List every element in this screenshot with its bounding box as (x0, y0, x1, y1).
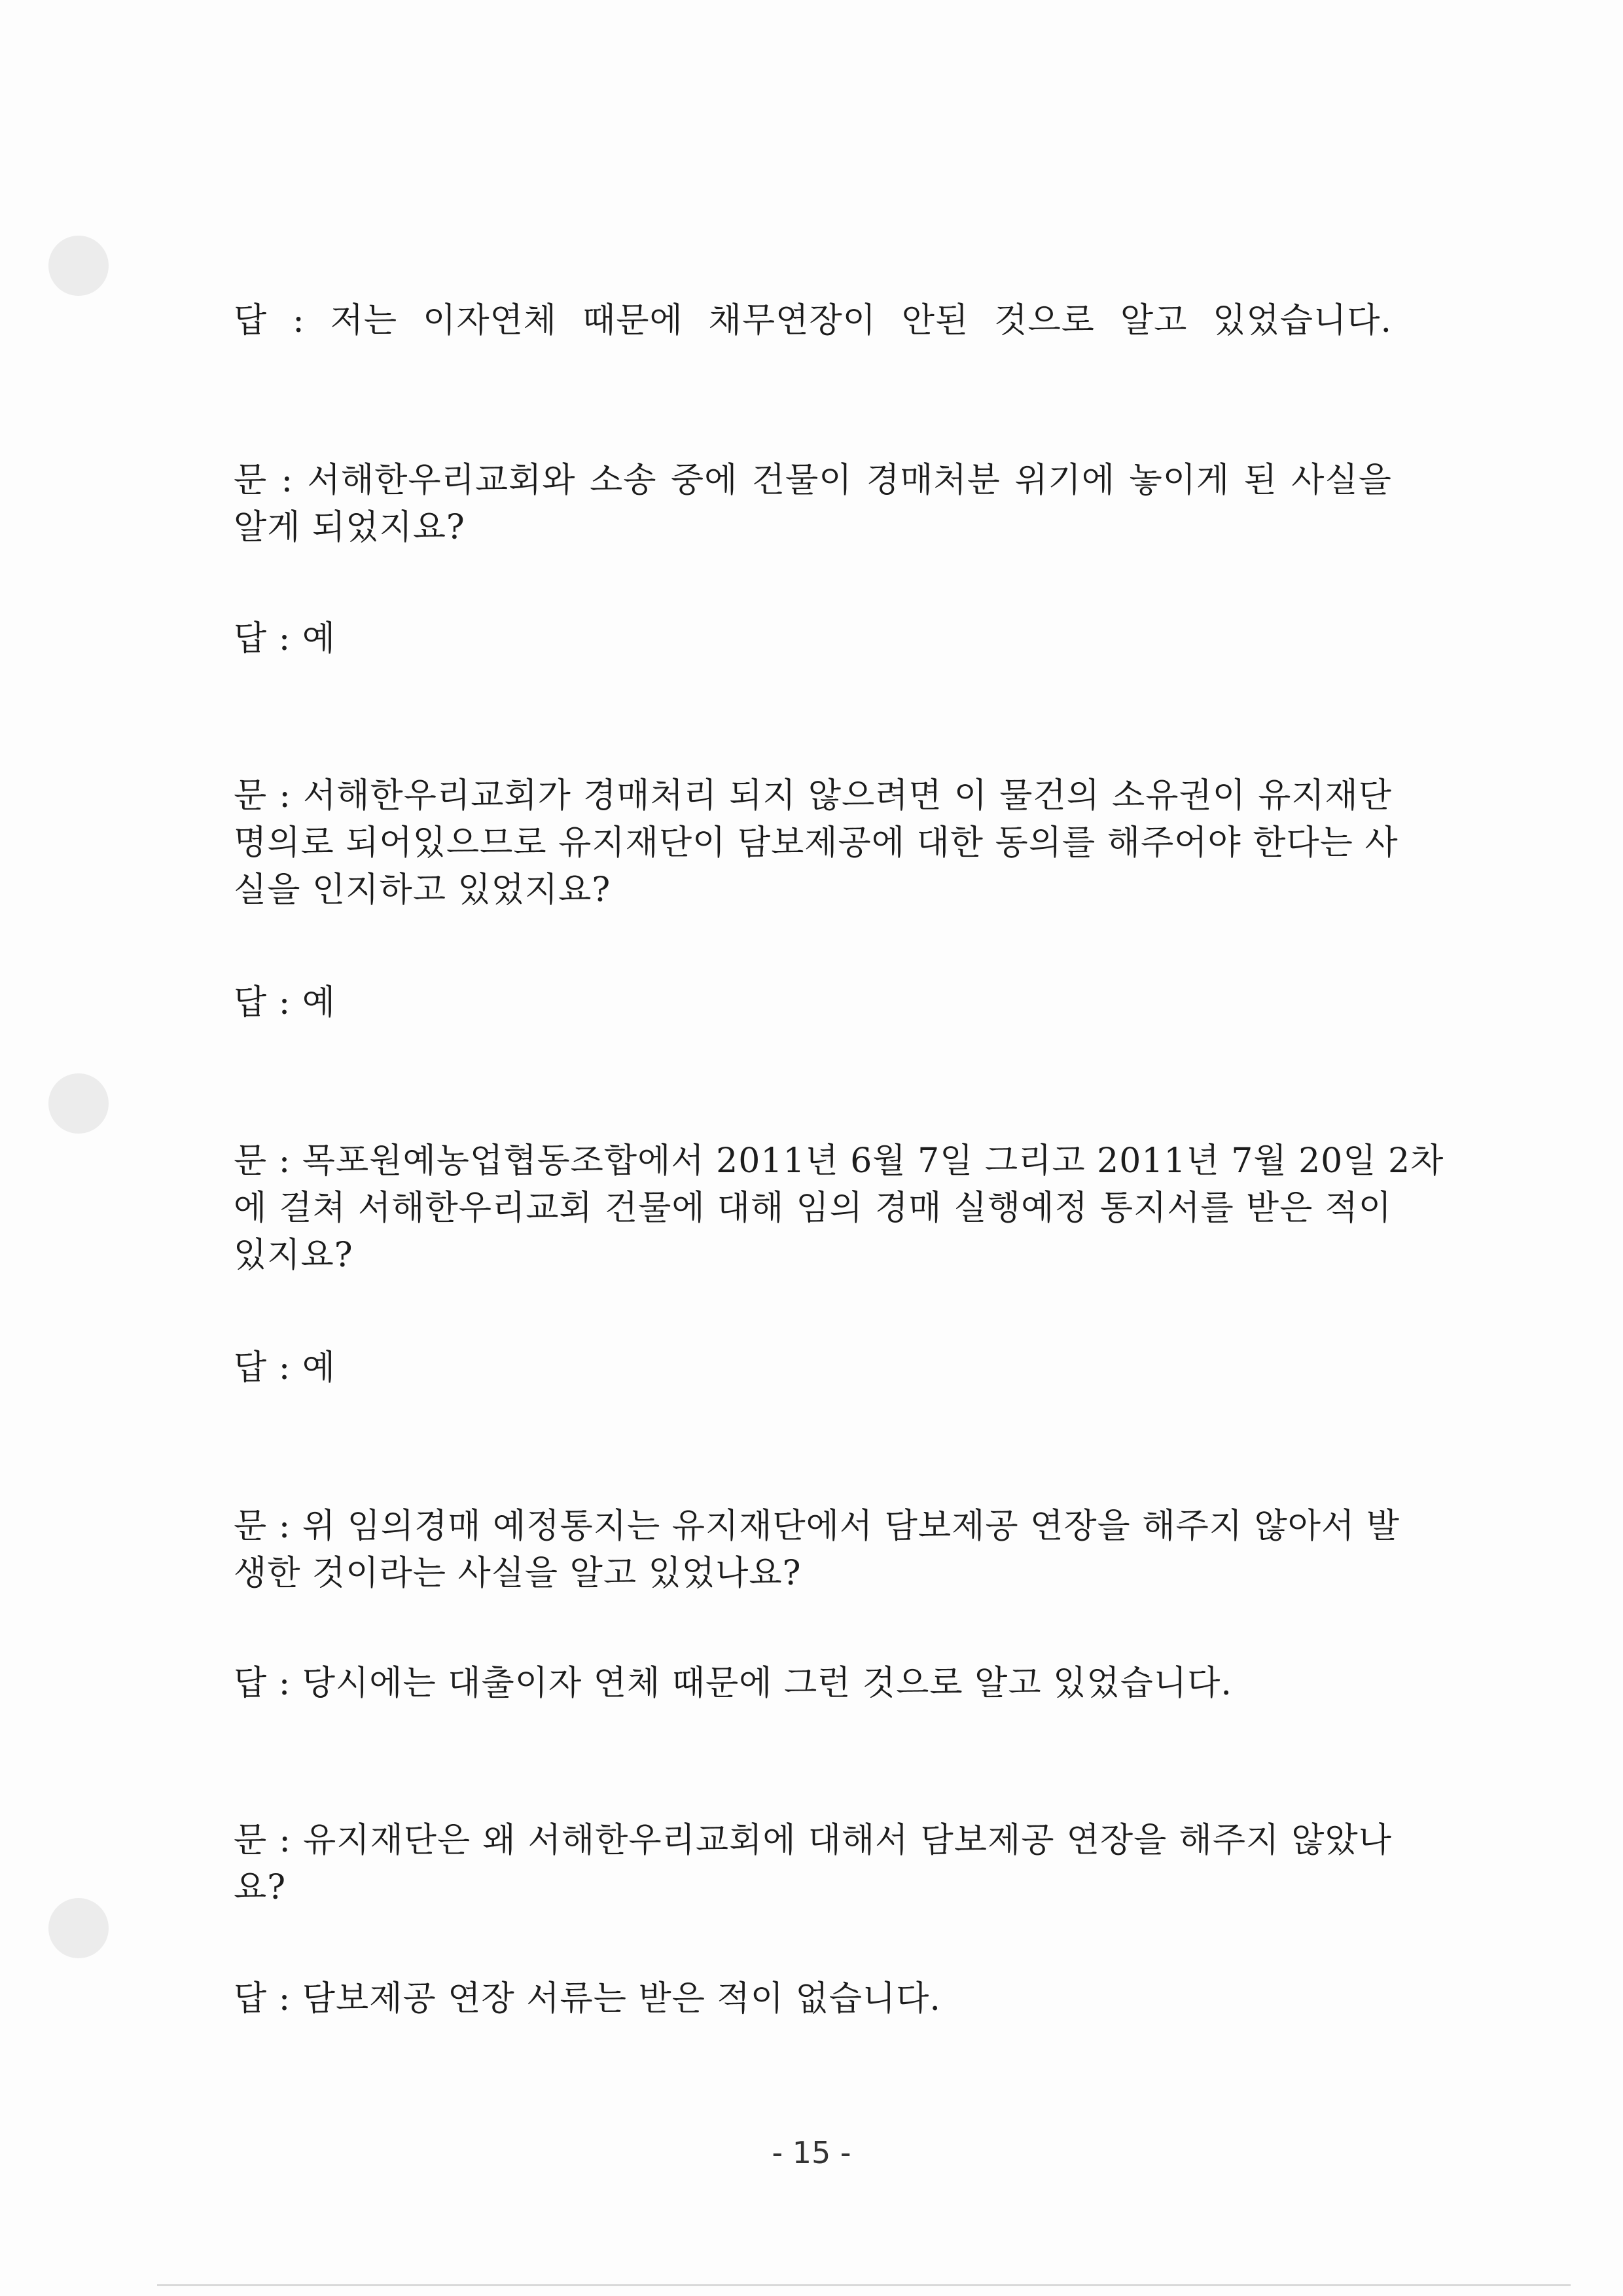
question-paragraph (234, 1503, 1400, 1597)
text-line: 답 : 당시에는 대출이자 연체 때문에 그런 것으로 알고 있었습니다. (234, 1664, 1232, 1703)
question-paragraph (234, 1138, 1444, 1279)
text-line: 문 : 목포원예농업협동조합에서 2011년 6월 7일 그리고 2011년 7월 20일 2차 (234, 1141, 1444, 1181)
text-line: 답 : 예 (234, 619, 336, 658)
text-line: 문 : 유지재단은 왜 서해한우리교회에 대해서 담보제공 연장을 해주지 않았나 (234, 1821, 1392, 1860)
punch-hole-mark (48, 1073, 109, 1134)
text-line: 답 : 예 (234, 983, 336, 1022)
answer-paragraph (234, 1660, 1392, 1707)
question-paragraph (234, 1817, 1392, 1911)
answer-paragraph (234, 979, 1392, 1026)
text-line: 문 : 서해한우리교회가 경매처리 되지 않으려면 이 물건의 소유권이 유지재단 (234, 776, 1392, 816)
page-number: - 15 - (772, 2135, 851, 2170)
text-line: 답 : 담보제공 연장 서류는 받은 적이 없습니다. (234, 1979, 941, 2018)
text-line: 요? (234, 1868, 287, 1907)
text-line: 문 : 서해한우리교회와 소송 중에 건물이 경매처분 위기에 놓이게 된 사실을 (234, 461, 1392, 500)
text-line: 실을 인지하고 있었지요? (234, 870, 611, 910)
text-line: 명의로 되어있으므로 유지재단이 담보제공에 대한 동의를 해주어야 한다는 사 (234, 823, 1399, 863)
answer-paragraph (234, 615, 1392, 662)
text-line: 답 : 예 (234, 1348, 336, 1388)
answer-paragraph (234, 297, 1392, 344)
text-line: 있지요? (234, 1236, 353, 1275)
answer-paragraph (234, 1344, 1392, 1391)
text-line: 생한 것이라는 사실을 알고 있었나요? (234, 1554, 802, 1593)
text-line: 에 걸쳐 서해한우리교회 건물에 대해 임의 경매 실행예정 통지서를 받은 적이 (234, 1189, 1392, 1228)
answer-paragraph (234, 1975, 1392, 2022)
text-line: 답 : 저는 이자연체 때문에 채무연장이 안된 것으로 알고 있었습니다. (234, 301, 1392, 340)
text-line: 문 : 위 임의경매 예정통지는 유지재단에서 담보제공 연장을 해주지 않아서 발 (234, 1507, 1400, 1546)
text-line: 알게 되었지요? (234, 508, 465, 547)
question-paragraph (234, 457, 1392, 551)
punch-hole-mark (48, 236, 109, 296)
question-paragraph (234, 772, 1399, 914)
punch-hole-mark (48, 1898, 109, 1958)
page-bottom-rule (157, 2284, 1571, 2286)
